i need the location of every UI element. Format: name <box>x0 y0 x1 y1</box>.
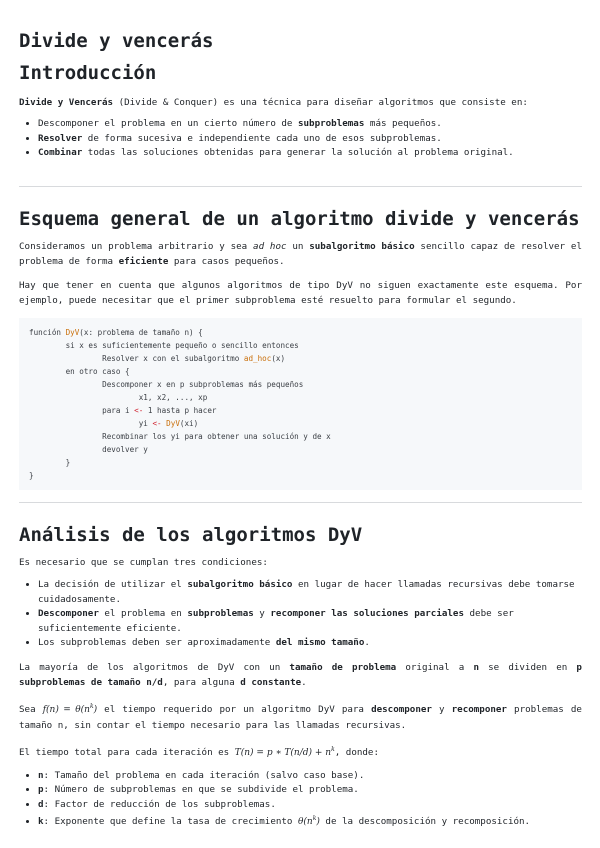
page-title: Divide y vencerás <box>19 30 214 52</box>
list-item: • Los subproblemas deben ser aproximadamente del mismo tamaño. <box>38 636 582 651</box>
divider <box>19 502 582 503</box>
variables-list <box>19 769 582 830</box>
list-item: • Descomponer el problema en subproblemas y recomponer las soluciones parciales debe ser suficientemente eficiente. <box>38 607 582 636</box>
intro-section <box>19 60 582 161</box>
list-item: • d: Factor de reducción de los subproblemas. <box>38 798 582 813</box>
intro-paragraph: Divide y Vencerás (Divide & Conquer) es una técnica para diseñar algoritmos que consiste en: <box>19 97 528 108</box>
scheme-section <box>19 206 582 490</box>
list-item: • p: Número de subproblemas en que se subdivide el problema. <box>38 783 582 798</box>
analysis-intro: Es necesario que se cumplan tres condiciones: <box>19 557 268 568</box>
total-time-paragraph: El tiempo total para cada iteración es T(n) = p ∗ $T(n/d) + n^k$, donde: <box>19 745 379 758</box>
analysis-heading: Análisis de los algoritmos DyV <box>19 524 363 546</box>
cost-paragraph: Sea $f(n) = \theta(n^k)$ el tiempo requerido por un algoritmo DyV para descomponer y recomponer problemas de tamaño n, sin contar el tiempo necesario para las llamadas recursivas. <box>19 702 582 731</box>
list-item: • Resolver de forma sucesiva e independiente cada uno de esos subproblemas. <box>38 132 582 147</box>
intro-list <box>19 117 582 161</box>
list-item: • n: Tamaño del problema en cada iteración (salvo caso base). <box>38 769 582 784</box>
list-item: • Descomponer el problema en un cierto número de subproblemas más pequeños. <box>38 117 582 132</box>
conditions-list <box>19 578 582 651</box>
size-paragraph: La mayoría de los algoritmos de DyV con un tamaño de problema original a n se dividen en p subproblemas de tamaño n/d, para alguna d constante. <box>19 661 582 688</box>
code-block: función DyV(x: problema de tamaño n) { si x es suficientemente pequeño o sencillo entonces Resolver x con el subalgoritmo ad_hoc(x) en otro caso { Descomponer x en p subproblemas más pequeños x1, x2, ..., xp para i <- 1 hasta p hacer yi <- DyV(xi) Recombinar los yi para obtener una solución y de x devolver y } } <box>19 318 582 490</box>
list-item: • La decisión de utilizar el subalgoritmo básico en lugar de hacer llamadas recursivas debe tomarse cuidadosamente. <box>38 578 582 607</box>
scheme-heading: Esquema general de un algoritmo divide y vencerás <box>19 208 580 230</box>
scheme-paragraph-2: Hay que tener en cuenta que algunos algoritmos de tipo DyV no siguen exactamente este esquema. Por ejemplo, puede necesitar que el primer subproblema esté resuelto para formular el segundo. <box>19 280 582 306</box>
divider <box>19 186 582 187</box>
intro-heading: Introducción <box>19 62 157 84</box>
analysis-section <box>19 522 582 830</box>
list-item: • k: Exponente que define la tasa de crecimiento $\theta(n^k)$ de la descomposición y recomposición. <box>38 812 582 830</box>
list-item: • Combinar todas las soluciones obtenidas para generar la solución al problema original. <box>38 146 582 161</box>
scheme-paragraph-1: Consideramos un problema arbitrario y sea ad hoc un subalgoritmo básico sencillo capaz de resolver el problema de forma eficiente para casos pequeños. <box>19 241 582 267</box>
